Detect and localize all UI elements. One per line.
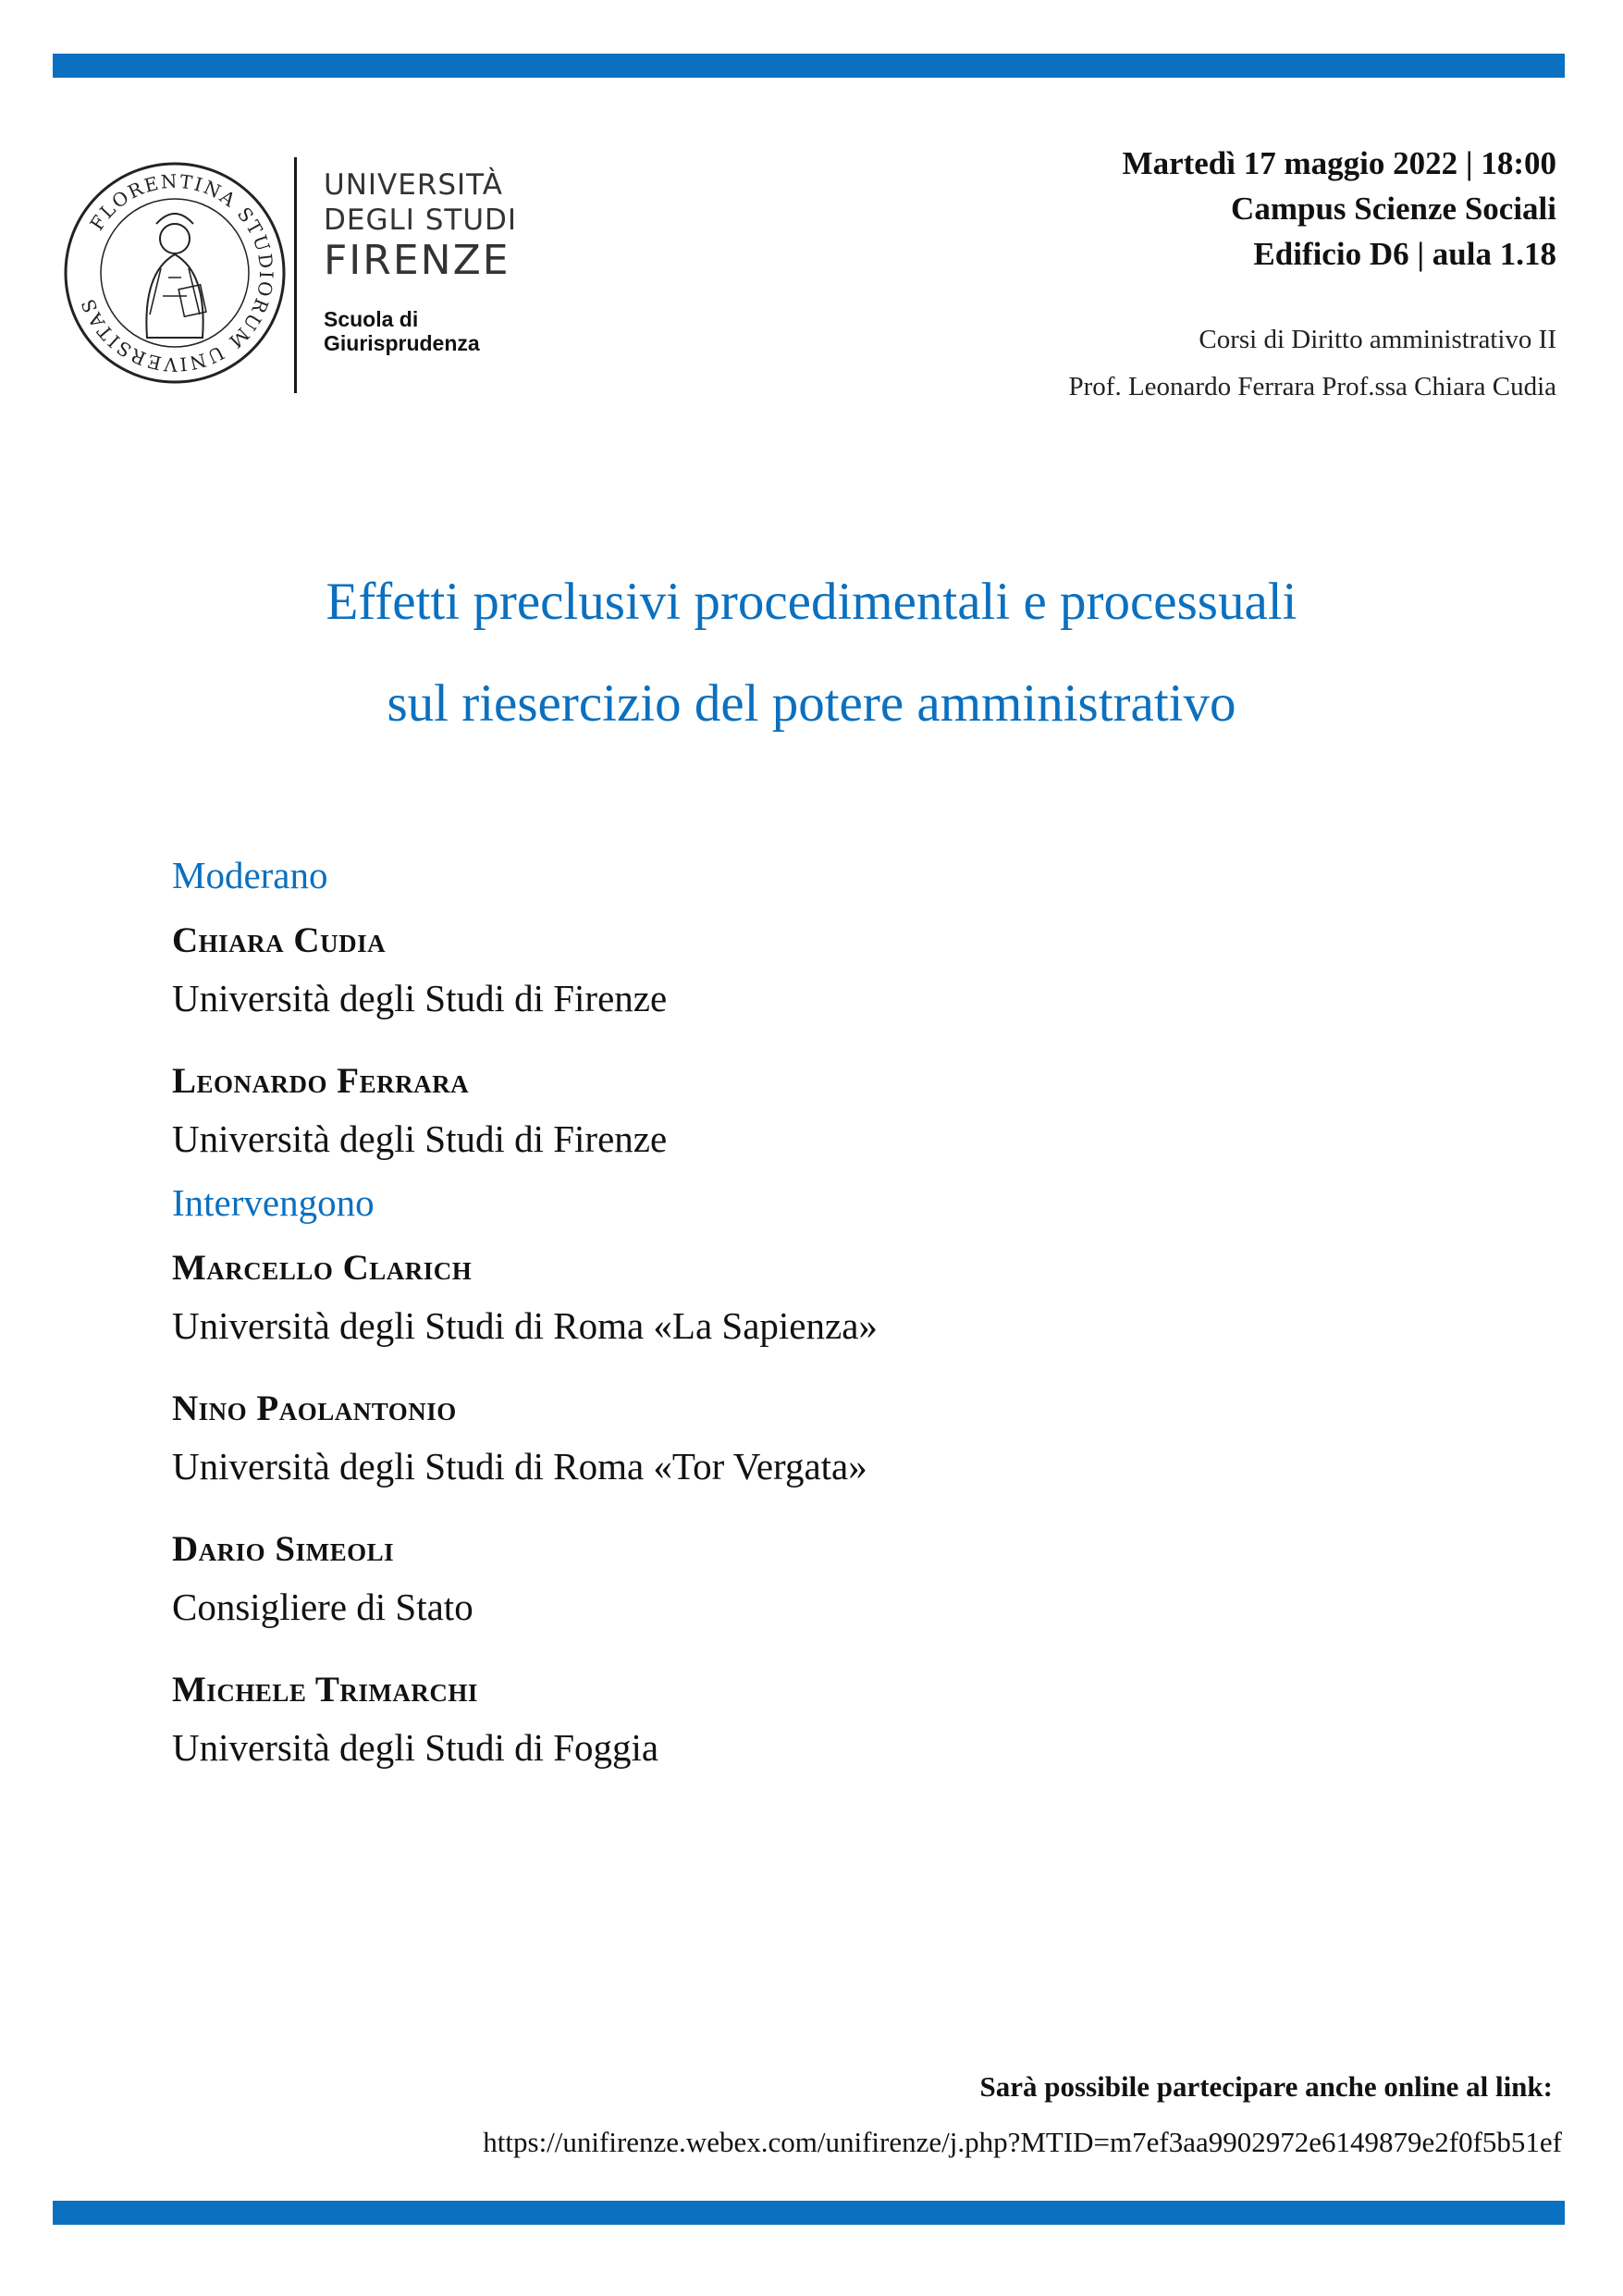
university-seal-icon	[59, 157, 290, 389]
course-professors: Prof. Leonardo Ferrara Prof.ssa Chiara Cudia	[1068, 372, 1556, 401]
person-name: Dario Simeoli	[172, 1529, 395, 1569]
program	[172, 851, 1374, 1808]
event-info	[1123, 141, 1556, 277]
university-logo	[59, 148, 540, 398]
university-name-line2: DEGLI STUDI	[324, 204, 518, 237]
person-name: Chiara Cudia	[172, 920, 387, 960]
speakers-label: Intervengono	[172, 1181, 375, 1224]
logo-divider	[294, 157, 297, 393]
event-date-time: Martedì 17 maggio 2022 | 18:00	[1122, 145, 1556, 181]
svg-text:FLORENTINA STUDIORUM UNIVERSIT: FLORENTINA STUDIORUM UNIVERSITAS	[76, 169, 278, 376]
person-affiliation: Consigliere di Stato	[172, 1586, 473, 1628]
top-accent-bar	[53, 54, 1565, 78]
person-name: Nino Paolantonio	[172, 1389, 457, 1428]
speaker-item	[172, 1667, 1374, 1774]
event-room: Edificio D6 | aula 1.18	[1253, 236, 1556, 272]
person-affiliation: Università degli Studi di Roma «Tor Vergata»	[172, 1445, 867, 1487]
person-affiliation: Università degli Studi di Firenze	[172, 1117, 668, 1160]
title-line1: Effetti preclusivi procedimentali e processuali	[326, 573, 1297, 631]
title-line2: sul riesercizio del potere amministrativo	[387, 674, 1236, 733]
speaker-item	[172, 1386, 1374, 1493]
webex-link[interactable]: https://unifirenze.webex.com/unifirenze/j.php?MTID=m7ef3aa9902972e6149879e2f0f5b51ef	[483, 2126, 1562, 2158]
course-info	[1069, 316, 1556, 411]
person-affiliation: Università degli Studi di Foggia	[172, 1726, 659, 1769]
event-campus: Campus Scienze Sociali	[1231, 191, 1556, 227]
bottom-accent-bar	[53, 2201, 1565, 2225]
university-name-line1: UNIVERSITÀ	[324, 168, 503, 202]
university-name-line3: FIRENZE	[324, 237, 510, 284]
course-name: Corsi di Diritto amministrativo II	[1199, 325, 1556, 354]
speaker-item	[172, 1245, 1374, 1352]
person-name: Leonardo Ferrara	[172, 1061, 470, 1101]
school-name-line2: Giurisprudenza	[324, 331, 480, 355]
person-name: Michele Trimarchi	[172, 1670, 478, 1710]
person-affiliation: Università degli Studi di Roma «La Sapienza»	[172, 1304, 878, 1347]
person-affiliation: Università degli Studi di Firenze	[172, 977, 668, 1019]
person-name: Marcello Clarich	[172, 1248, 473, 1288]
moderators-label: Moderano	[172, 854, 328, 896]
moderator-item	[172, 918, 1374, 1025]
speaker-item	[172, 1526, 1374, 1634]
school-name-line1: Scuola di	[324, 307, 419, 331]
online-participation-label: Sarà possibile partecipare anche online al link:	[979, 2070, 1553, 2103]
page-title	[0, 551, 1623, 755]
moderator-item	[172, 1058, 1374, 1166]
